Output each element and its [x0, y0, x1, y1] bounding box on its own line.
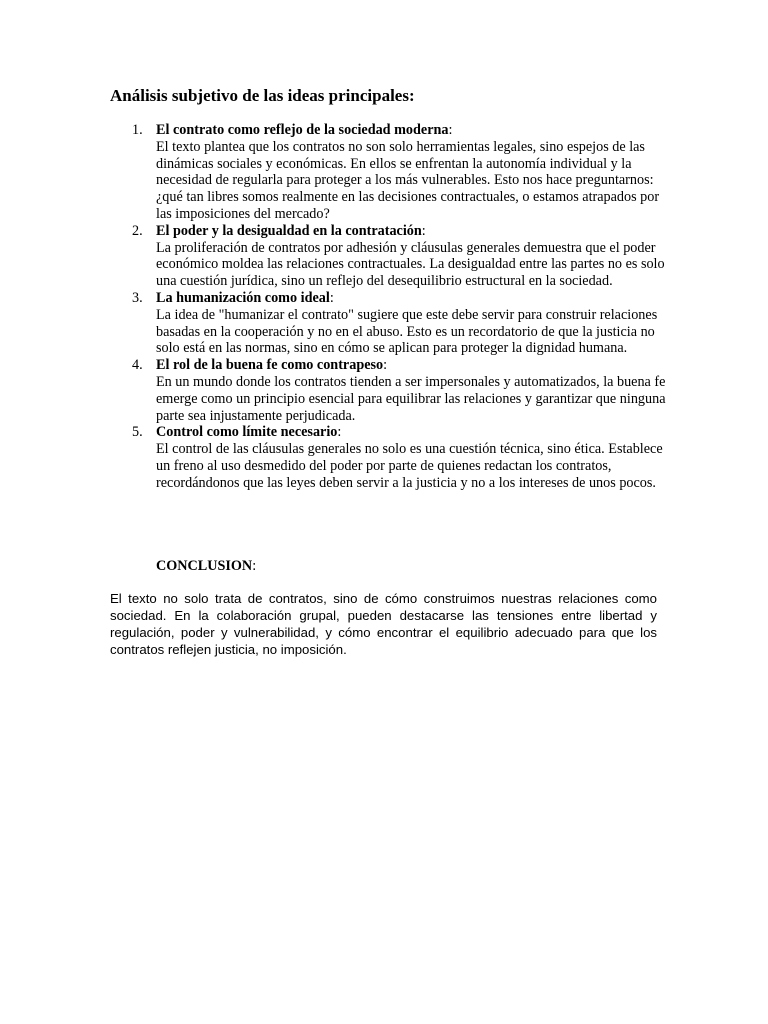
list-item	[110, 223, 670, 290]
conclusion-label: CONCLUSION	[156, 558, 253, 574]
conclusion-heading	[156, 558, 256, 575]
list-item	[110, 290, 670, 357]
conclusion-paragraph: El texto no solo trata de contratos, sino de cómo construimos nuestras relaciones como sociedad. En la colaboración grupal, pueden destacarse las tensiones entre libertad y regulación, poder y vulnerabilidad, y cómo encontrar el equilibrio adecuado para que los contratos reflejen justicia, no imposición.	[110, 591, 657, 657]
item-title-separator: :	[421, 222, 426, 239]
item-number: 3.	[132, 289, 143, 306]
item-title-separator: :	[337, 424, 342, 441]
item-title-separator: :	[448, 122, 453, 138]
item-title: El poder y la desigualdad en la contratación	[156, 222, 422, 239]
ideas-list	[110, 122, 670, 492]
conclusion-separator: :	[252, 558, 257, 574]
item-number: 5.	[132, 424, 143, 441]
item-title: El contrato como reflejo de la sociedad moderna	[156, 122, 449, 138]
item-title: Control como límite necesario	[156, 424, 338, 441]
item-number: 2.	[132, 222, 143, 239]
list-item	[110, 122, 670, 223]
item-text: En un mundo donde los contratos tienden a ser impersonales y automatizados, la buena fe emerge como un principio esencial para equilibrar las relaciones y garantizar que ninguna parte sea injustamente perjudicada.	[156, 373, 666, 424]
item-title-separator: :	[329, 289, 334, 306]
item-text: La idea de "humanizar el contrato" sugiere que este debe servir para construir relaciones basadas en la cooperación y no en el abuso. Esto es un recordatorio de que la justicia no solo está en las normas, sino en cómo se aplican para proteger la dignidad humana.	[156, 306, 658, 357]
item-title: La humanización como ideal	[156, 289, 330, 306]
list-item	[110, 357, 670, 424]
item-number: 1.	[132, 122, 143, 138]
item-number: 4.	[132, 357, 143, 374]
item-title-separator: :	[383, 357, 388, 374]
item-text: El control de las cláusulas generales no solo es una cuestión técnica, sino ética. Establece un freno al uso desmedido del poder por parte de quienes redactan los contratos, recordándonos que las leyes deben servir a la justicia y no a los intereses de unos pocos.	[156, 441, 663, 491]
list-item	[110, 424, 670, 491]
section-heading: Análisis subjetivo de las ideas principales:	[110, 86, 415, 105]
item-title: El rol de la buena fe como contrapeso	[156, 357, 384, 374]
item-text: La proliferación de contratos por adhesión y cláusulas generales demuestra que el poder económico moldea las relaciones contractuales. La desigualdad entre las partes no es solo una cuestión jurídica, sino un reflejo del desequilibrio estructural en la sociedad.	[156, 239, 665, 290]
item-text: El texto plantea que los contratos no son solo herramientas legales, sino espejos de las dinámicas sociales y económicas. En ellos se enfrentan la autonomía individual y la necesidad de regularla para proteger a los más vulnerables. Esto nos hace preguntarnos: ¿qué tan libres somos realmente en las decisiones contractuales, o estamos atrapados por las imposiciones del mercado?	[156, 138, 660, 222]
